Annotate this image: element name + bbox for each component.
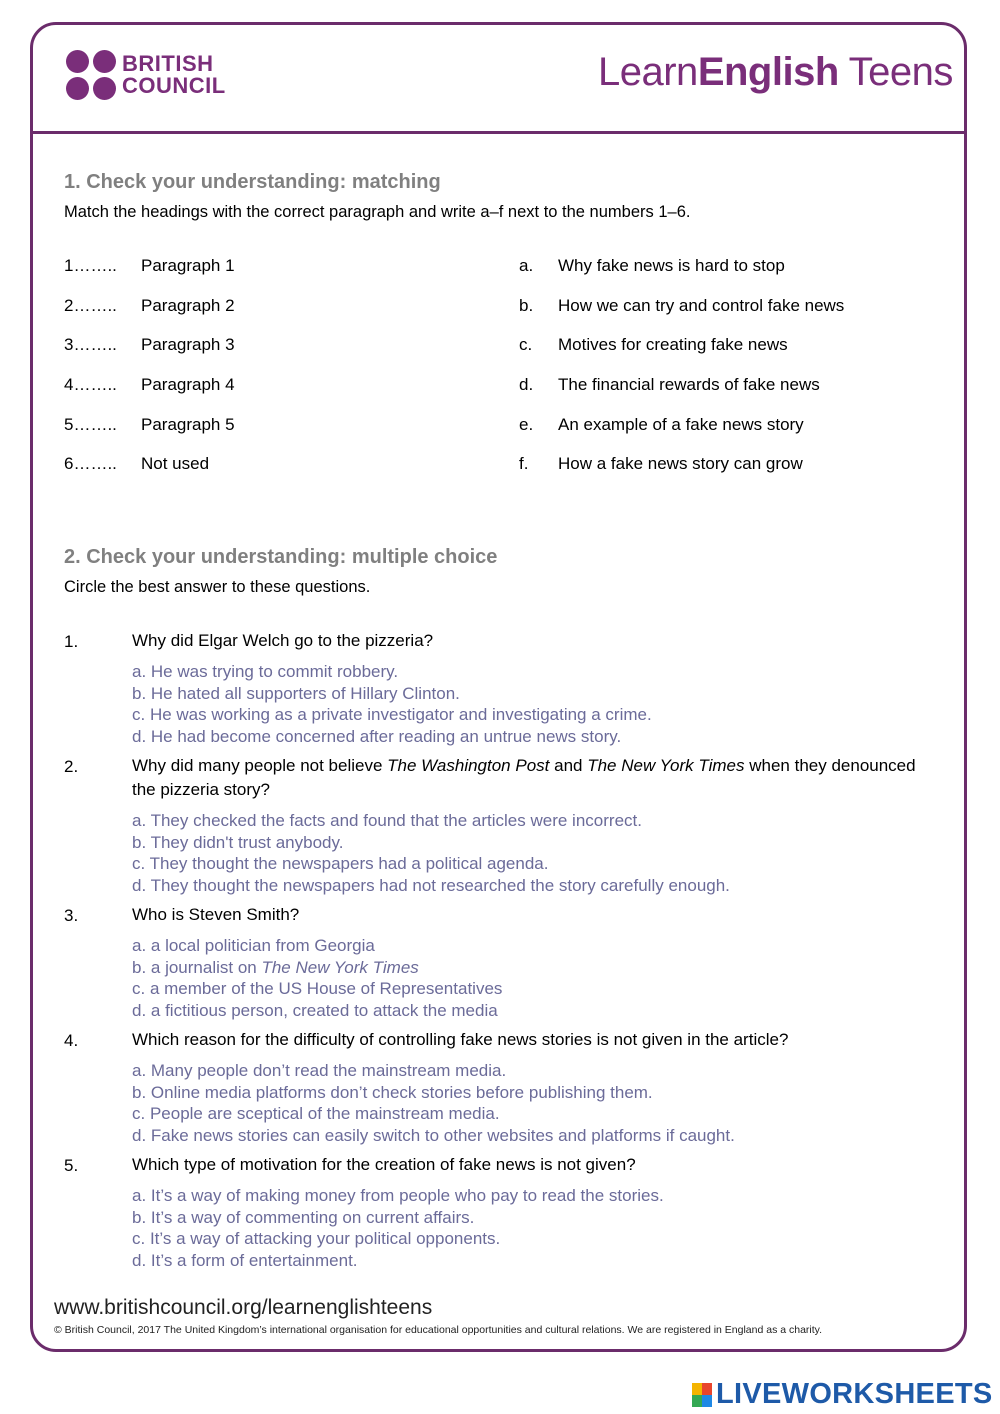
section1-title: 1. Check your understanding: matching: [64, 171, 441, 193]
q2-text-part2: and: [549, 756, 588, 775]
q3-option-d[interactable]: d. a fictitious person, created to attack the media: [132, 1000, 498, 1020]
q1-option-b[interactable]: b. He hated all supporters of Hillary Clinton.: [132, 683, 460, 703]
section2-title: 2. Check your understanding: multiple choice: [64, 546, 498, 568]
match-paragraph-1: Paragraph 1: [141, 256, 235, 275]
question-4-options: [132, 1060, 932, 1146]
q4-option-c[interactable]: c. People are sceptical of the mainstream media.: [132, 1104, 500, 1123]
q2-option-c[interactable]: c. They thought the newspapers had a political agenda.: [132, 854, 549, 873]
match-heading-2: How we can try and control fake news: [558, 296, 845, 315]
question-3-options: [132, 935, 932, 1021]
question-5-number: 5.: [64, 1156, 79, 1175]
q2-option-d[interactable]: d. They thought the newspapers had not researched the story carefully enough.: [132, 875, 730, 895]
match-heading-5: An example of a fake news story: [558, 415, 804, 434]
match-number-5[interactable]: 5……..: [64, 415, 117, 434]
match-number-4[interactable]: 4……..: [64, 375, 117, 394]
match-number-2[interactable]: 2……..: [64, 296, 117, 315]
q2-text-italic2: The New York Times: [587, 756, 745, 775]
q5-option-a[interactable]: a. It’s a way of making money from people who pay to read the stories.: [132, 1186, 664, 1205]
bc-logo-line1: BRITISH: [122, 51, 214, 76]
q2-text-part3: when they denounced the pizzeria story?: [132, 756, 916, 799]
le-logo-learn: Learn: [598, 50, 698, 94]
match-paragraph-6: Not used: [141, 454, 210, 473]
bc-logo-line2: COUNCIL: [122, 73, 226, 98]
q3-option-b-italic: The New York Times: [261, 957, 419, 977]
q3-option-a[interactable]: a. a local politician from Georgia: [132, 936, 375, 955]
q1-option-c[interactable]: c. He was working as a private investigator and investigating a crime.: [132, 705, 652, 724]
q3-option-c[interactable]: c. a member of the US House of Representatives: [132, 979, 503, 998]
british-council-logo: [66, 50, 226, 100]
question-3-text: Who is Steven Smith?: [132, 905, 300, 924]
match-heading-3: Motives for creating fake news: [558, 335, 788, 354]
match-paragraph-2: Paragraph 2: [141, 296, 235, 315]
le-logo-english: English: [697, 50, 839, 94]
q2-option-a[interactable]: a. They checked the facts and found that the articles were incorrect.: [132, 811, 642, 830]
q5-option-b[interactable]: b. It’s a way of commenting on current affairs.: [132, 1207, 475, 1227]
liveworksheets-text: LIVEWORKSHEETS: [716, 1378, 993, 1410]
q2-text-part1: Why did many people not believe: [132, 756, 388, 775]
learnenglish-teens-logo: [598, 50, 953, 95]
question-5-text: Which type of motivation for the creation of fake news is not given?: [132, 1155, 636, 1174]
match-number-6[interactable]: 6……..: [64, 454, 117, 473]
question-2-number: 2.: [64, 757, 79, 776]
q3-option-b-prefix: b. a journalist on: [132, 957, 262, 977]
question-1-number: 1.: [64, 632, 79, 651]
question-5-options: [132, 1185, 932, 1271]
match-letter-4: d.: [519, 375, 534, 394]
footer-copyright: © British Council, 2017 The United Kingdom’s international organisation for educational opportunities and cultural relations. We are registered in England as a charity.: [54, 1324, 823, 1336]
match-heading-6: How a fake news story can grow: [558, 454, 803, 473]
q5-option-c[interactable]: c. It’s a way of attacking your political opponents.: [132, 1229, 501, 1248]
q2-text-italic1: The Washington Post: [387, 756, 550, 775]
question-2-text: [132, 754, 922, 802]
british-council-dots-icon: [66, 50, 116, 100]
le-logo-teens: Teens: [838, 50, 953, 94]
question-1-options: [132, 661, 932, 747]
q3-option-b[interactable]: [132, 957, 932, 979]
match-number-1[interactable]: 1……..: [64, 256, 117, 275]
match-letter-1: a.: [519, 256, 534, 275]
q5-option-d[interactable]: d. It’s a form of entertainment.: [132, 1250, 358, 1270]
match-letter-2: b.: [519, 296, 534, 315]
q4-option-a[interactable]: a. Many people don’t read the mainstream media.: [132, 1061, 507, 1080]
q1-option-a[interactable]: a. He was trying to commit robbery.: [132, 662, 399, 681]
match-paragraph-5: Paragraph 5: [141, 415, 235, 434]
match-number-3[interactable]: 3……..: [64, 335, 117, 354]
q4-option-b[interactable]: b. Online media platforms don’t check stories before publishing them.: [132, 1082, 653, 1102]
match-letter-5: e.: [519, 415, 534, 434]
q1-option-d[interactable]: d. He had become concerned after reading an untrue news story.: [132, 726, 622, 746]
liveworksheets-watermark: [692, 1378, 993, 1411]
question-4-number: 4.: [64, 1031, 79, 1050]
section1-instruction: Match the headings with the correct paragraph and write a–f next to the numbers 1–6.: [64, 203, 691, 221]
question-4-text: Which reason for the difficulty of controlling fake news stories is not given in the article?: [132, 1030, 789, 1049]
match-heading-4: The financial rewards of fake news: [558, 375, 820, 394]
section2-instruction: Circle the best answer to these questions.: [64, 578, 371, 596]
question-1-text: Why did Elgar Welch go to the pizzeria?: [132, 631, 434, 650]
match-paragraph-4: Paragraph 4: [141, 375, 235, 394]
match-letter-6: f.: [519, 454, 529, 473]
liveworksheets-grid-icon: [692, 1383, 712, 1407]
q2-option-b[interactable]: b. They didn't trust anybody.: [132, 832, 344, 852]
question-3-number: 3.: [64, 906, 79, 925]
footer-url[interactable]: www.britishcouncil.org/learnenglishteens: [54, 1296, 433, 1319]
q4-option-d[interactable]: d. Fake news stories can easily switch to other websites and platforms if caught.: [132, 1125, 735, 1145]
match-paragraph-3: Paragraph 3: [141, 335, 235, 354]
question-2-options: [132, 810, 932, 896]
match-letter-3: c.: [519, 335, 533, 354]
match-heading-1: Why fake news is hard to stop: [558, 256, 785, 275]
header-divider: [30, 131, 967, 134]
